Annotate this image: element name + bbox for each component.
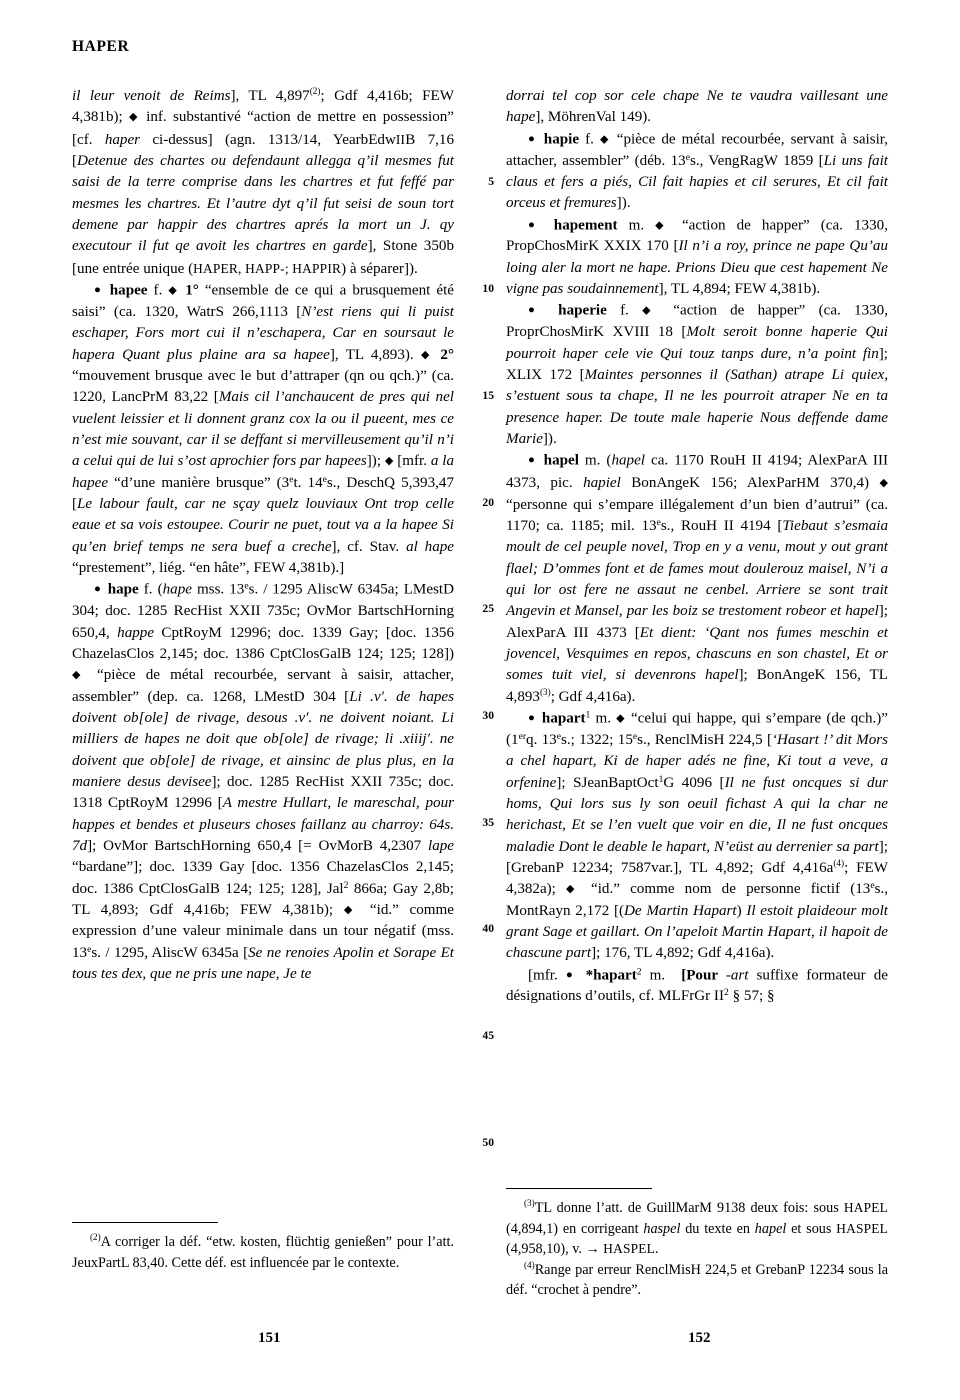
ref-text: ; FEW 4,382a);	[506, 859, 888, 898]
sense-number: 2°	[440, 346, 454, 363]
gender-label: m.	[649, 967, 666, 984]
ref-text: t. 14	[293, 474, 323, 491]
ref-text: “prestement”, liég. “en hâte”, FEW 4,381b).]	[72, 560, 345, 577]
source-sup: 2	[343, 879, 349, 891]
ref-text: ]);	[366, 453, 385, 470]
footnote-text: Range par erreur RenclMisH 224,5 et GrebanP 12234 sous la déf. “crochet à pendre”.	[506, 1261, 888, 1299]
bullet-icon: ●	[528, 304, 545, 317]
ordinal-sup: e	[685, 151, 690, 163]
mfr-lemma: a la hapee	[72, 453, 454, 491]
ref-text: mss. 13	[191, 581, 245, 598]
smallcaps-text: II	[395, 131, 406, 147]
ref-text: ca. 1170 RouH II 4194; AlexParA III 4373, pic.	[506, 452, 889, 492]
line-number: 25	[482, 602, 494, 616]
headword: hapement	[553, 217, 618, 234]
lozenge-icon: ◆	[879, 477, 888, 490]
quote-text: Il estoit plaideour molt grant Sage et gaillart. On l’apeloit Martin Hapart, il hapoit de chascune part	[506, 902, 888, 962]
folio-left: 151	[258, 1330, 281, 1346]
definition-text: “ensemble de ce qui a brusquement été saisi” (ca. 1320, WatrS 266,1113 [	[72, 282, 454, 320]
ref-text: ], MöhrenVal 149).	[535, 109, 652, 126]
lozenge-icon: ◆	[421, 348, 434, 361]
dialect-form: al hape	[406, 538, 455, 555]
smallcaps-text: HASPEL	[836, 1220, 889, 1236]
ref-text: “bardane”]; doc. 1339 Gay [doc. 1356 ChazelasClos 2,145; doc. 1386 CptClosGalB 124; 125; 128], Jal	[72, 859, 454, 897]
bullet-icon: ●	[528, 218, 543, 231]
homonym-number: 1	[585, 709, 591, 721]
gender-label: m.	[595, 710, 611, 727]
line-number: 45	[482, 1029, 494, 1043]
bracket-open: [Pour	[681, 967, 726, 984]
ordinal-sup: er	[518, 730, 527, 742]
line-number: 5	[488, 175, 494, 189]
bullet-icon: ●	[565, 968, 578, 981]
folio-right: 152	[688, 1330, 711, 1346]
bullet-icon: ●	[528, 454, 538, 467]
headword: hapee	[109, 282, 148, 299]
lozenge-icon: ◆	[384, 455, 394, 468]
ref-text: ]).	[616, 195, 631, 212]
footnote-2	[72, 1232, 454, 1273]
line-number: 30	[482, 708, 494, 722]
ref-text: ; Gdf 4,416a).	[550, 688, 636, 705]
footnote-text: .	[655, 1241, 659, 1258]
ref-text: [mfr.	[528, 967, 566, 984]
bullet-icon: ●	[94, 583, 103, 596]
entry-hapel	[506, 450, 888, 708]
quote-text: Le labour fault, car ne sçay quelz louviaux Ont trop celle eaue et sa vois estoupee. Courir ne puet, tout va a la hapee Si qu’en brief temps ne sera buef a creche	[72, 496, 454, 555]
headword: hapel	[543, 452, 579, 469]
definition-text: “action de happer” (ca. 1330, ProprChosMirK XVIII 18 [	[506, 302, 889, 341]
cross-ref-lemma: haper	[104, 131, 141, 148]
line-number: 10	[482, 282, 494, 296]
footnote-text: et sous	[786, 1220, 837, 1237]
ref-text: § 57; §	[728, 988, 775, 1005]
ref-text: ], TL 4,893).	[329, 346, 422, 363]
paragraph-continuation	[506, 86, 888, 129]
footnote-text: du texte en	[680, 1220, 755, 1237]
smallcaps-text: H	[796, 475, 807, 491]
footnote-rule	[506, 1188, 652, 1189]
footnote-text: (4,958,10), v. →	[506, 1241, 604, 1258]
definition-text: “mouvement brusque avec le but d’attraper (qn ou qch.)” (ca. 1220, LancPrM 83,22 [	[72, 367, 454, 406]
quote-text: Detenue des chartes ou defendaunt allegga q’il mesmes fut saisi de la terre comprise dans les chartres et fut feffé par mesmes les chartres. Et l’autre dyt q’il fut seisi de soun tort demene par happir des chartres aprés la mort un J. qy executour il fut qe avoit les chartres en garde	[72, 153, 454, 255]
bullet-icon: ●	[528, 711, 537, 724]
headword: hapart	[541, 710, 586, 727]
footnote-text: TL donne l’att. de GuillMarM 9138 deux fois: sous	[534, 1200, 844, 1216]
source-sup: 2	[724, 987, 729, 999]
ordinal-sup: e	[244, 580, 249, 592]
line-number: 20	[482, 495, 494, 509]
definition-text: “id.” comme nom de personne fictif (13	[580, 881, 871, 898]
ref-text: CptRoyM 12996; doc. 1339 Gay; [doc. 1356 ChazelasClos 2,145; doc. 1386 CptClosGalB 124; 125; 128])	[72, 624, 454, 662]
ref-text: G 4096 [	[663, 774, 725, 791]
ref-text: s., RouH II 4194 [	[660, 517, 783, 534]
variant-form: hapel	[611, 452, 645, 469]
ref-text: )	[736, 902, 747, 919]
lozenge-icon: ◆	[343, 904, 360, 917]
smallcaps-crossref: HASPEL	[603, 1241, 655, 1257]
entry-hapie	[506, 129, 888, 215]
left-column	[72, 86, 454, 985]
line-number: 40	[482, 922, 494, 936]
definition-text: “id.” comme expression d’une valeur minimale dans un tour négatif (mss. 13	[72, 902, 454, 961]
quote-text: il leur venoit de Reims	[72, 88, 231, 104]
ref-text: ci-dessus] (agn. 1313/14, YearbEdw	[140, 131, 396, 148]
ref-text: ]).	[542, 431, 557, 447]
variant-form: haspel	[643, 1220, 681, 1237]
left-footnotes	[72, 1222, 454, 1273]
gender-label: f.	[143, 581, 153, 598]
quote-text: A mestre Hullart, le mareschal, pour happes et bendes et pluseurs choses faillanz au charroy: 64s. 7d	[72, 795, 454, 855]
quote-text: Il n’i a roy, prince ne pape Qu’au loing aler la mort ne hape. Prions Dieu que cest hapement Ne vigne pas soudainnement	[506, 238, 888, 298]
ref-text: s.; 1322; 15	[561, 731, 633, 748]
ref-text: ]; [GrebanP 12234; 7587var.], TL 4,892; Gdf 4,416a	[506, 838, 888, 876]
headword: hape	[107, 581, 139, 598]
variant-form: lape	[428, 838, 454, 855]
headword: *hapart	[585, 967, 637, 984]
ref-text: ]; BonAngeK 156, TL 4,893	[506, 667, 888, 705]
ref-text: ]; XLIX 172 [	[506, 345, 888, 383]
footnote-text: A corriger la déf. “etw. kosten, flüchtig genießen” pour l’att. JeuxPartL 83,40. Cette déf. est influencée par le contexte.	[72, 1234, 454, 1271]
lozenge-icon: ◆	[168, 284, 180, 297]
gender-label: m.	[584, 452, 601, 469]
ref-text: (	[152, 581, 163, 598]
quote-text: Mais cil l’anchaucent de pres qui nel vuelent leissier et li donnent granz cox la ou il pueent, mes ce n’est mie souvant, car il se deffant si mervilleusement qu’il n’i a celui qui de lui s’ost aprochier fors par hapees	[72, 389, 454, 470]
quote-text: Li uns fait claus et fers a piés, Cil fait hapies et cil serures, Et cil fait orceus et fremures	[506, 152, 888, 212]
definition-text: “celui qui happe, qui s’empare (de qch.)” (1	[506, 710, 889, 748]
ref-text: ]; 176, TL 4,892; Gdf 4,416a).	[591, 945, 775, 962]
definition-text: “action de happer” (ca. 1330, PropChosMirK XXIX 170 [	[506, 217, 888, 255]
quote-text: dorrai tel cop sor cele chape Ne te vaudra vaillesant une hape	[506, 88, 888, 126]
footnote-ref-3: (3)	[539, 686, 551, 697]
lozenge-icon: ◆	[642, 304, 661, 317]
bullet-icon: ●	[528, 132, 538, 145]
gender-label: m.	[628, 217, 645, 234]
variant-form: hapiel	[583, 475, 621, 492]
ref-text: ]; AlexParA III 4373 [	[506, 603, 888, 641]
smallcaps-text: HAPEL	[843, 1200, 888, 1215]
ref-text: B 7,16 [	[72, 131, 454, 170]
ref-text: ; Gdf 4,416b; FEW 4,381b);	[72, 88, 454, 126]
quote-text: ‘Hasart !’ dit Mors a chel hapart, Ki de haper adés ne fine, Ki tout a veve, a orfenine	[506, 731, 889, 791]
ordinal-sup: e	[556, 730, 561, 742]
running-head: HAPER	[72, 38, 130, 55]
ref-text: ) à séparer]).	[341, 260, 418, 277]
ordinal-sup: e	[656, 516, 661, 528]
entry-hapart-1	[506, 708, 888, 965]
definition-text: “pièce de métal recourbée, servant à saisir, attacher, assembler” (déb. 13	[506, 131, 888, 169]
entry-hapart-2	[506, 965, 888, 1008]
ref-text: s., VengRagW 1859 [	[689, 152, 824, 169]
sense-number: 1°	[185, 282, 199, 299]
entry-hapement	[506, 215, 888, 301]
line-number: 35	[482, 815, 494, 829]
headword: hapie	[543, 131, 580, 148]
bullet-icon: ●	[94, 284, 104, 297]
ref-text: q. 13	[526, 731, 557, 748]
ref-text: s., RenclMisH 224,5 [	[637, 731, 773, 748]
footnote-text: (4,894,1) en corrigeant	[506, 1220, 644, 1237]
line-number: 15	[482, 388, 494, 402]
ref-text: suffixe formateur de désignations d’outils, cf. MLFrGr II	[506, 967, 888, 1005]
variant-form: hapel	[754, 1220, 787, 1237]
lozenge-icon: ◆	[599, 133, 611, 146]
footnote-rule	[72, 1222, 218, 1223]
line-number: 50	[482, 1135, 494, 1149]
variant-form: happe	[117, 624, 155, 641]
ref-text: ]; doc. 1285 RecHist XXII 735c; doc. 1318 CptRoyM 12996 [	[72, 774, 454, 812]
variant-form: hape	[162, 581, 192, 598]
right-column	[506, 86, 888, 1008]
lozenge-icon: ◆	[616, 712, 626, 725]
ordinal-sup: e	[289, 473, 294, 485]
headword: haperie	[558, 302, 607, 319]
entry-hape	[72, 579, 454, 985]
footnote-ref-2: (2)	[309, 86, 321, 96]
ref-text: [mfr.	[393, 453, 431, 470]
quote-text: Molt seroit bonne haperie Qui pourroit haper cele vie Qui touz tanps dure, n’a point fin	[506, 324, 889, 362]
quote-text: Li .v′. de hapes doivent ob[ole] de rivage, desous .v′. ne doivent noiant. Li milliers de hapes ne doit que ob[ole] de rivage; li .xiiij′. ne doivent que ob[ole] de rivage, et ainsinc de plus plus, en la maniere desus devisee	[72, 688, 454, 790]
entry-haperie	[506, 300, 888, 450]
ref-text: (	[600, 452, 612, 469]
footnote-ref-4: (4)	[833, 857, 845, 868]
footnote-4	[506, 1260, 888, 1301]
ref-text: BonAngeK 156; AlexPar	[620, 475, 797, 492]
definition-text: “d’une manière brusque” (3	[108, 474, 290, 491]
ref-text: 866a; Gay 2,8b; TL 4,893; Gdf 4,416b; FEW 4,381b);	[72, 880, 455, 919]
quote-text: Maintes personnes il (Sathan) atrape Li quiex, s’estuent sous ta chape, Il ne les pourroit atraper Ne en ta presence haper. De toute male haperie Nous deffende dame Marie	[506, 366, 888, 447]
paragraph-continuation	[72, 86, 454, 280]
quote-text: N’est riens qui li puist eschaper, Fors mort cui il n’eschapera, Car en soursaut le hapera Quant plus plaine ara sa hapee	[72, 303, 454, 363]
ref-text: M 370,4)	[806, 475, 880, 492]
gender-label: f.	[153, 282, 163, 299]
right-footnotes	[506, 1188, 888, 1301]
ref-text: ]; OvMor BartschHorning 650,4 [= OvMorB 4,2307	[87, 838, 428, 855]
lozenge-icon: ◆	[655, 219, 671, 232]
quote-text: Il ne fust oncques si dur homs, Qui lors sus ly son oeuil fichast A qui la char ne herichast, Et se l’en vuelt que voir en die, Il ne fust oncques maladie Dont le deable le hapart, N’eüst au derrenier sa part	[506, 774, 888, 855]
footnote-marker: (4)	[524, 1259, 535, 1270]
gender-label: f.	[585, 131, 594, 148]
footnote-marker: (3)	[524, 1198, 535, 1208]
ref-text: s., DeschQ 5,393,47 [	[72, 474, 454, 513]
lozenge-icon: ◆	[72, 669, 87, 682]
lozenge-icon: ◆	[566, 883, 581, 896]
definition-text: “pièce de métal recourbée, servant à saisir, attacher, assembler” (dep. ca. 1268, LMestD 304 [	[72, 667, 454, 705]
ordinal-sup: e	[322, 473, 327, 485]
homonym-number: 2	[636, 966, 642, 978]
suffix-form: -art	[725, 967, 749, 984]
ref-text: s., MontRayn 2,172 [(	[506, 881, 888, 919]
line-number-gutter	[466, 86, 494, 1153]
quote-title: De Martin Hapart	[624, 902, 737, 919]
ordinal-sup: e	[632, 730, 638, 742]
ref-text: ], cf. Stav.	[331, 538, 407, 555]
entry-hapee	[72, 280, 454, 579]
ref-text: ]; SJeanBaptOct	[556, 774, 659, 791]
ref-text: ], TL 4,897	[230, 88, 310, 104]
ordinal-sup: e	[870, 880, 875, 892]
ordinal-sup: e	[87, 943, 92, 955]
footnote-3	[506, 1198, 888, 1260]
ref-text: s. / 1295, AliscW 6345a [	[91, 944, 249, 961]
source-sup: 1	[658, 773, 664, 785]
ref-text: s. / 1295 AliscW 6345a; LMestD 304; doc. 1285 RecHist XXII 735c; OvMor BartschHorning 650,4,	[72, 581, 454, 641]
quote-text: Et dient: ‘Qant nos fumes meschin et jovencel, Vesquimes en repos, chascuns en son chastel, Et or somes tuit viel, si devenrons hapel	[506, 624, 889, 684]
lozenge-icon: ◆	[128, 111, 140, 124]
smallcaps-headwords: HAPER, HAPP-; HAPPIR	[193, 260, 342, 276]
definition-text: inf. substantivé “action de mettre en possession” [cf.	[72, 109, 454, 148]
ref-text: ], TL 4,894; FEW 4,381b).	[658, 281, 821, 298]
quote-text: Tiebaut s’esmaia moult de cel peuple novel, Trop en y a venu, mout y out grant flael; D’ommes font et de fames mout doulerouz maisel, N’i a qui lor ost fere ne assaut ne cenbel. Arriere se sont trait Angevin et Mansel, par les boiz se trestoment robeor et hapel	[506, 517, 888, 620]
definition-text: “personne qui s’empare illégalement d’un bien d’autrui” (ca. 1170; ca. 1185; mil. 13	[506, 496, 888, 534]
ref-text: ], Stone 350b [une entrée unique (	[72, 238, 454, 277]
quote-text: Se ne renoies Apolin et Sorape Et tous tes dex, que ne pris une nape, Je te	[72, 944, 454, 983]
footnote-marker: (2)	[90, 1232, 101, 1242]
gender-label: f.	[620, 302, 629, 319]
